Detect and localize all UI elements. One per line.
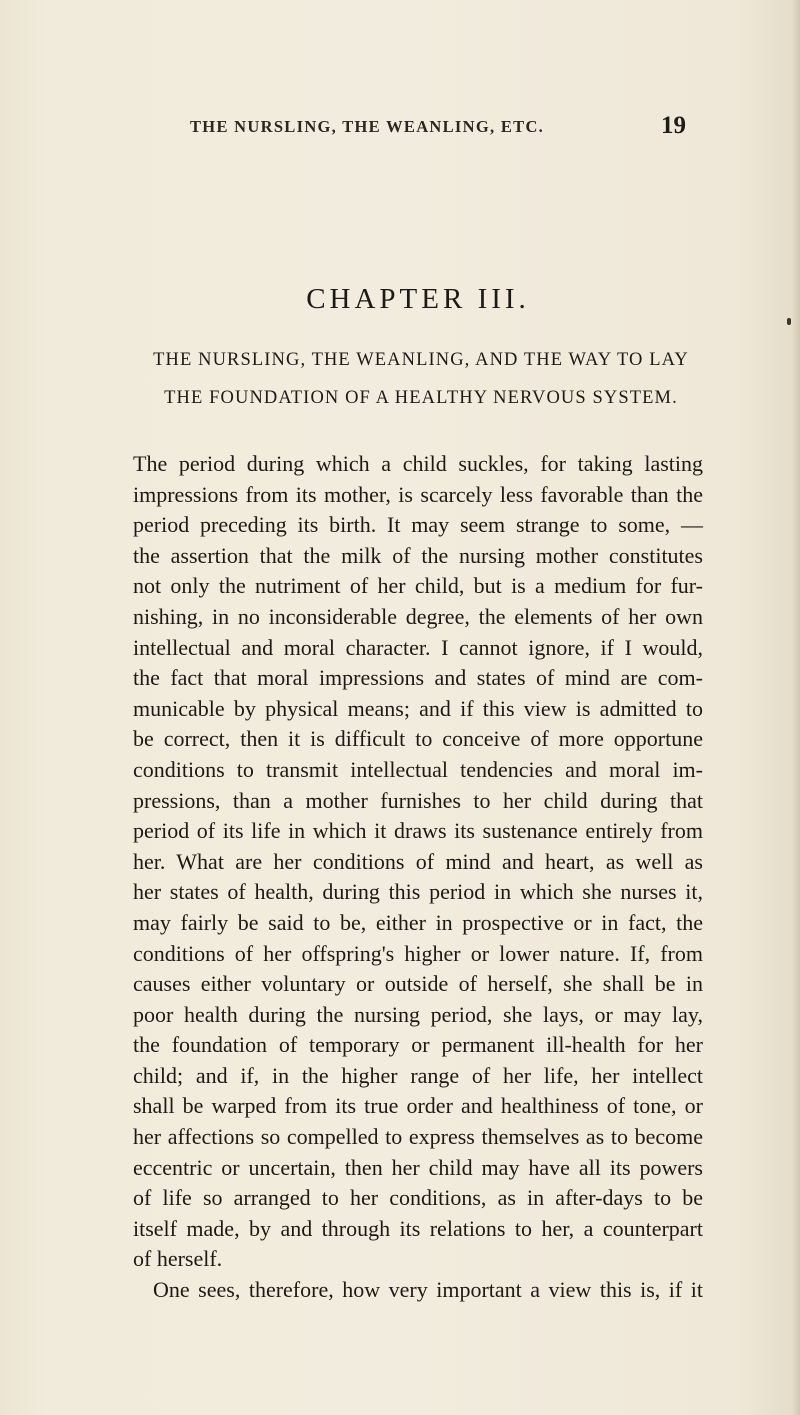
- page-edge-shadow: [792, 0, 800, 1415]
- text-line: period preceding its birth. It may seem strange to some, —: [133, 512, 703, 538]
- text-line: conditions of her offspring's higher or lower nature. If, from: [133, 940, 703, 966]
- text-line: the fact that moral impressions and states of mind are com-: [133, 665, 703, 691]
- text-line: the foundation of temporary or permanent ill-health for her: [133, 1032, 703, 1058]
- text-line: itself made, by and through its relations to her, a counterpart: [133, 1215, 703, 1241]
- text-line: may fairly be said to be, either in prospective or in fact, the: [133, 909, 703, 935]
- chapter-title: CHAPTER III.: [306, 283, 530, 315]
- text-line: causes either voluntary or outside of herself, she shall be in: [133, 971, 703, 997]
- text-line: be correct, then it is difficult to conceive of more opportune: [133, 726, 703, 752]
- text-line: impressions from its mother, is scarcely less favorable than the: [133, 481, 703, 507]
- text-line: intellectual and moral character. I cannot ignore, if I would,: [133, 634, 703, 660]
- ink-spot: [787, 318, 791, 325]
- text-line: her states of health, during this period in which she nurses it,: [133, 879, 703, 905]
- text-line: of herself.: [133, 1246, 223, 1272]
- text-line: eccentric or uncertain, then her child may have all its powers: [133, 1154, 703, 1180]
- text-line: municable by physical means; and if this view is admitted to: [133, 695, 703, 721]
- text-line: her affections so compelled to express themselves as to become: [133, 1124, 703, 1150]
- text-line: conditions to transmit intellectual tendencies and moral im-: [133, 756, 703, 782]
- text-line: the assertion that the milk of the nursing mother constitutes: [133, 542, 703, 568]
- body-text: [133, 449, 703, 1306]
- text-line: her. What are her conditions of mind and heart, as well as: [133, 848, 703, 874]
- text-line: shall be warped from its true order and healthiness of tone, or: [133, 1093, 703, 1119]
- text-line: nishing, in no inconsiderable degree, the elements of her own: [133, 603, 703, 629]
- page-number: 19: [661, 112, 686, 139]
- text-line: child; and if, in the higher range of her life, her intellect: [133, 1062, 703, 1088]
- running-head: THE NURSLING, THE WEANLING, ETC.: [190, 117, 545, 136]
- text-line: of life so arranged to her conditions, as in after-days to be: [133, 1185, 703, 1211]
- text-line: The period during which a child suckles, for taking lasting: [133, 451, 703, 476]
- text-line: not only the nutriment of her child, but is a medium for fur-: [133, 573, 703, 599]
- chapter-subtitle-line-1: THE NURSLING, THE WEANLING, AND THE WAY TO LAY: [153, 350, 689, 370]
- chapter-subtitle-line-2: THE FOUNDATION OF A HEALTHY NERVOUS SYSTEM.: [164, 388, 678, 408]
- text-line: poor health during the nursing period, she lays, or may lay,: [133, 1001, 703, 1027]
- text-line: One sees, therefore, how very important a view this is, if it: [153, 1277, 703, 1303]
- text-line: pressions, than a mother furnishes to her child during that: [133, 787, 703, 813]
- text-line: period of its life in which it draws its sustenance entirely from: [133, 818, 703, 844]
